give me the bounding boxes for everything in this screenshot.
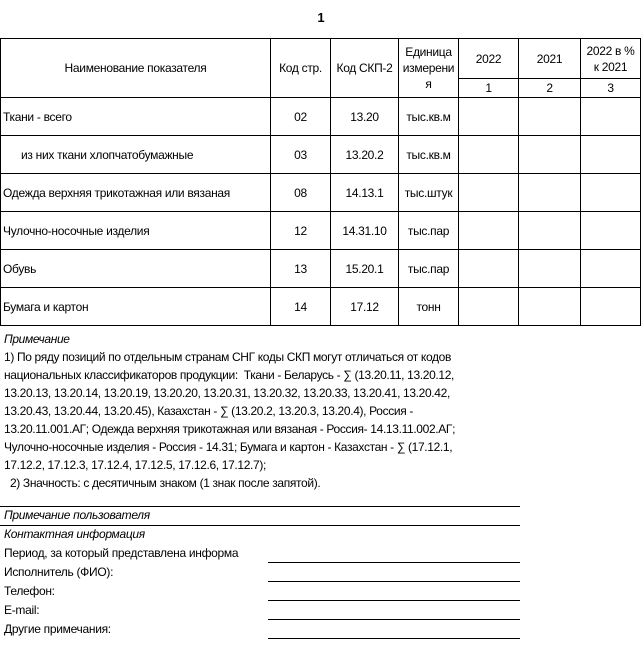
row-unit: тыс.кв.м	[399, 136, 459, 174]
table-row	[1, 212, 641, 250]
contact-title: Контактная информация	[4, 527, 145, 541]
row-name: Одежда верхняя трикотажная или вязаная	[1, 174, 271, 212]
row-code: 03	[271, 136, 331, 174]
contact-field-input[interactable]	[268, 603, 520, 620]
cell-2022[interactable]	[459, 212, 519, 250]
contact-field-label: Исполнитель (ФИО):	[4, 565, 114, 579]
cell-pct[interactable]	[581, 212, 641, 250]
header-num-1: 1	[459, 79, 519, 98]
page-number: 1	[317, 10, 325, 25]
row-code: 12	[271, 212, 331, 250]
row-code: 02	[271, 98, 331, 136]
table-row	[1, 136, 641, 174]
cell-2021[interactable]	[519, 98, 581, 136]
contact-field-label: Период, за который представлена информа	[4, 546, 239, 560]
cell-2021[interactable]	[519, 288, 581, 326]
note-line: национальных классификаторов продукции: Ткани - Беларусь - ∑ (13.20.11, 13.20.12,	[4, 368, 455, 382]
contact-field-label: Телефон:	[4, 584, 55, 598]
indicators-table	[0, 38, 641, 326]
note-line: 17.12.2, 17.12.3, 17.12.4, 17.12.5, 17.12.6, 17.12.7);	[4, 458, 266, 472]
header-code-skp: Код СКП-2	[331, 39, 399, 98]
divider	[0, 525, 520, 526]
row-unit: тыс.пар	[399, 250, 459, 288]
header-num-2: 2	[519, 79, 581, 98]
header-2022: 2022	[459, 39, 519, 79]
notes-title: Примечание	[4, 332, 70, 346]
cell-2021[interactable]	[519, 136, 581, 174]
cell-pct[interactable]	[581, 288, 641, 326]
row-unit: тыс.штук	[399, 174, 459, 212]
note-line: 13.20.43, 13.20.44, 13.20.45), Казахстан - ∑ (13.20.2, 13.20.3, 13.20.4), Россия -	[4, 404, 414, 418]
cell-2022[interactable]	[459, 136, 519, 174]
row-skp-code: 13.20.2	[331, 136, 399, 174]
table-row	[1, 98, 641, 136]
contact-field-input[interactable]	[268, 584, 520, 601]
row-code: 13	[271, 250, 331, 288]
table-row	[1, 174, 641, 212]
cell-2021[interactable]	[519, 250, 581, 288]
cell-2022[interactable]	[459, 174, 519, 212]
row-skp-code: 14.31.10	[331, 212, 399, 250]
note-line: 13.20.11.001.АГ; Одежда верхняя трикотажная или вязаная - Россия- 14.13.11.002.АГ;	[4, 422, 456, 436]
contact-field-input[interactable]	[268, 622, 520, 639]
cell-pct[interactable]	[581, 98, 641, 136]
cell-2022[interactable]	[459, 250, 519, 288]
header-2021: 2021	[519, 39, 581, 79]
cell-pct[interactable]	[581, 174, 641, 212]
row-skp-code: 15.20.1	[331, 250, 399, 288]
row-skp-code: 14.13.1	[331, 174, 399, 212]
cell-2021[interactable]	[519, 212, 581, 250]
cell-2022[interactable]	[459, 98, 519, 136]
row-unit: тонн	[399, 288, 459, 326]
note-line: 1) По ряду позиций по отдельным странам СНГ коды СКП могут отличаться от кодов	[4, 350, 452, 364]
note-line: 13.20.13, 13.20.14, 13.20.19, 13.20.20, 13.20.31, 13.20.32, 13.20.33, 13.20.41, 13.20.42,	[4, 386, 450, 400]
header-name: Наименование показателя	[1, 39, 271, 98]
contact-field-input[interactable]	[268, 565, 520, 582]
row-name: Чулочно-носочные изделия	[1, 212, 271, 250]
row-skp-code: 17.12	[331, 288, 399, 326]
note-line: 2) Значность: с десятичным знаком (1 знак после запятой).	[4, 476, 321, 490]
cell-pct[interactable]	[581, 136, 641, 174]
row-code: 08	[271, 174, 331, 212]
contact-field-label: E-mail:	[4, 603, 40, 617]
header-code-row: Код стр.	[271, 39, 331, 98]
divider	[0, 506, 520, 507]
user-note-label: Примечание пользователя	[4, 508, 150, 522]
row-name: из них ткани хлопчатобумажные	[1, 136, 271, 174]
contact-field-input[interactable]	[268, 546, 520, 563]
row-name: Бумага и картон	[1, 288, 271, 326]
cell-2022[interactable]	[459, 288, 519, 326]
contact-field-label: Другие примечания:	[4, 622, 111, 636]
cell-pct[interactable]	[581, 250, 641, 288]
row-code: 14	[271, 288, 331, 326]
row-skp-code: 13.20	[331, 98, 399, 136]
row-name: Обувь	[1, 250, 271, 288]
note-line: Чулочно-носочные изделия - Россия - 14.31; Бумага и картон - Казахстан - ∑ (17.12.1,	[4, 440, 453, 454]
row-unit: тыс.кв.м	[399, 98, 459, 136]
table-row	[1, 288, 641, 326]
cell-2021[interactable]	[519, 174, 581, 212]
header-num-3: 3	[581, 79, 641, 98]
table-row	[1, 250, 641, 288]
row-unit: тыс.пар	[399, 212, 459, 250]
header-unit: Единица измерения	[399, 39, 459, 98]
row-name: Ткани - всего	[1, 98, 271, 136]
header-pct: 2022 в % к 2021	[581, 39, 641, 79]
